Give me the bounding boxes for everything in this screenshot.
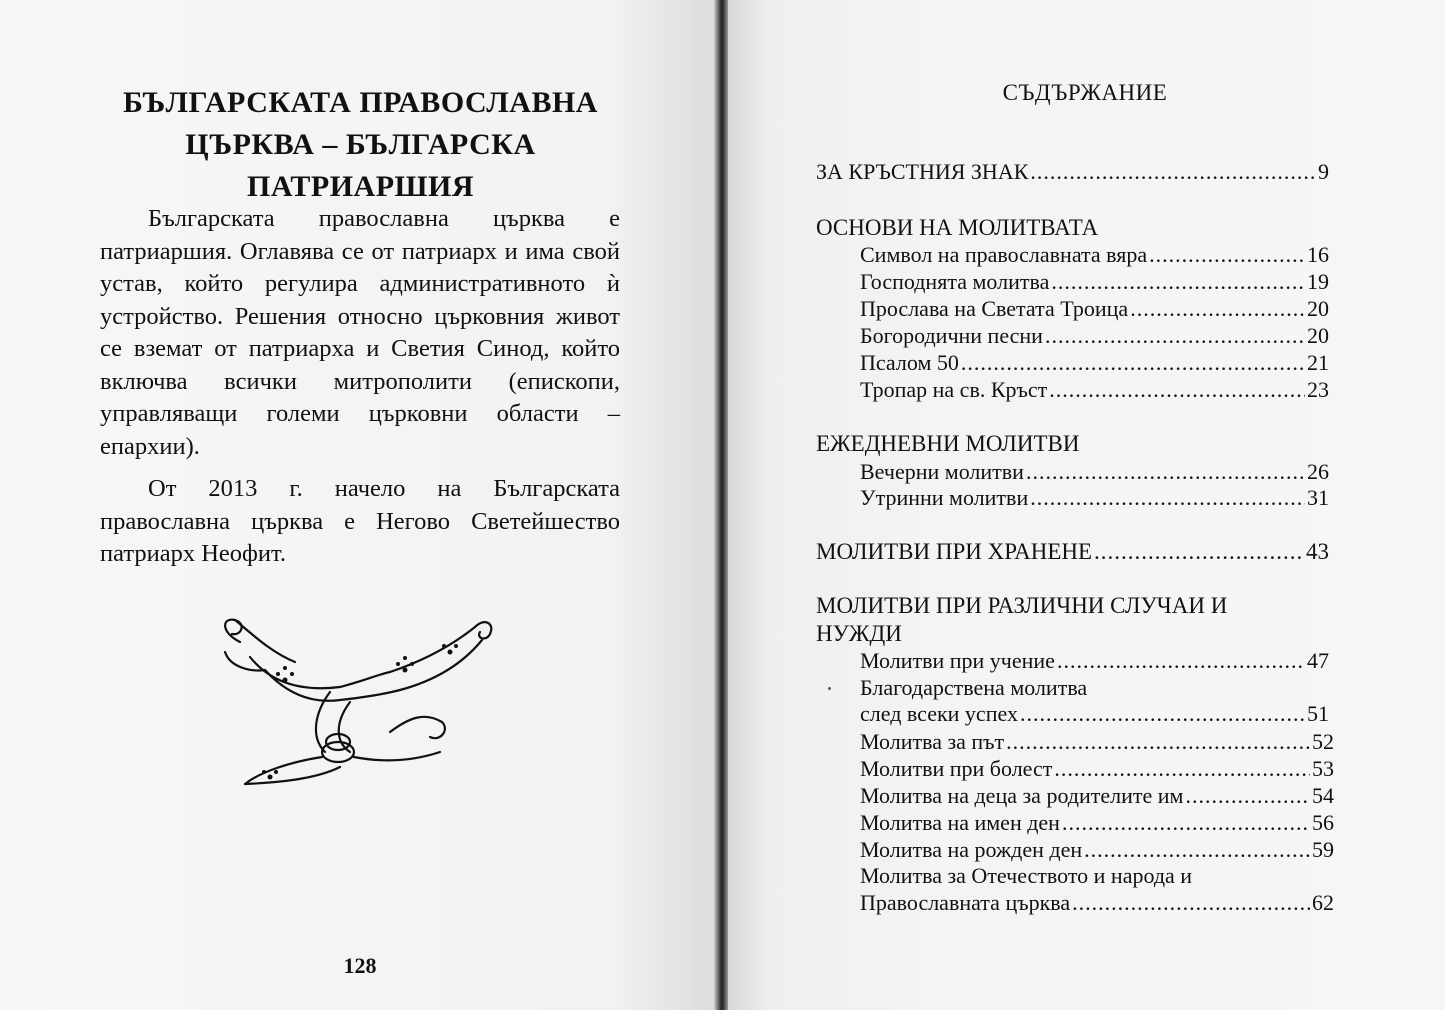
toc-entry-label: след всеки успех: [860, 701, 1018, 726]
toc-entry: [860, 241, 1329, 269]
toc-leader-dots: [1062, 809, 1310, 837]
toc-leader-dots: [1057, 647, 1305, 675]
toc-entry-label: Молитва за Отечеството и народа и: [860, 863, 1193, 888]
toc-entry-label: Символ на православната вяра: [860, 242, 1148, 267]
toc-leader-dots: [1045, 322, 1305, 350]
body-paragraph: Българската православна църква е патриаршия. Оглавява се от патриарх и има свой устав, който регулира административното ѝ устройство. Решения относно църковния живот се вземат от патриарха и Светия Синод, който включва всички митрополити (епископи, управляващи големи църковни области – епархии).: [100, 205, 620, 460]
toc-entry-page: 20: [1307, 323, 1329, 348]
toc-entry-label: Господнята молитва: [860, 269, 1050, 294]
toc-entry: [860, 376, 1329, 404]
page-number: 128: [343, 953, 377, 978]
toc-entry: [816, 538, 1329, 566]
paper-speck: [828, 687, 831, 690]
chapter-title-line: ЦЪРКВА – БЪЛГАРСКА: [185, 128, 536, 161]
toc-entry-page: 19: [1307, 269, 1329, 294]
toc-leader-dots: [1006, 728, 1310, 756]
toc-entry-page: 51: [1307, 701, 1329, 726]
toc-leader-dots: [1149, 241, 1305, 269]
toc-entry-label: Молитва на рожден ден: [860, 837, 1083, 862]
toc-entry-page: 54: [1312, 783, 1334, 808]
toc-entry-page: 53: [1312, 756, 1334, 781]
body-paragraph: От 2013 г. начело на Българската православна църква е Негово Светейшество патриарх Неофит.: [100, 475, 620, 567]
toc-leader-dots: [1094, 538, 1304, 566]
toc-heading: СЪДЪРЖАНИЕ: [1002, 80, 1168, 105]
toc-section-heading: ЕЖЕДНЕВНИ МОЛИТВИ: [816, 431, 1080, 456]
toc-entry: [860, 647, 1329, 675]
toc-entry-label: МОЛИТВИ ПРИ ХРАНЕНЕ: [816, 539, 1093, 564]
toc-entry-label: Молитви при учение: [860, 648, 1055, 673]
toc-entry-label: Вечерни молитви: [860, 459, 1024, 484]
toc-section-heading: МОЛИТВИ ПРИ РАЗЛИЧНИ СЛУЧАИ И: [816, 593, 1228, 618]
toc-entry: [860, 889, 1334, 917]
toc-entry-label: Прослава на Светата Троица: [860, 296, 1129, 321]
toc-entry-page: 20: [1307, 296, 1329, 321]
toc-entry-label: Богородични песни: [860, 323, 1043, 348]
chapter-title-line: БЪЛГАРСКАТА ПРАВОСЛАВНА: [123, 86, 598, 119]
toc-entry: [860, 700, 1329, 728]
toc-entry-page: 9: [1318, 159, 1329, 184]
toc-entry-label: Утринни молитви: [860, 485, 1029, 510]
toc-leader-dots: [1020, 700, 1305, 728]
toc-leader-dots: [1084, 836, 1310, 864]
toc-section-heading: НУЖДИ: [816, 621, 902, 646]
toc-entry-page: 16: [1307, 242, 1329, 267]
toc-leader-dots: [1026, 458, 1305, 486]
toc-entry: [860, 755, 1334, 783]
toc-entry: [860, 782, 1334, 810]
toc-entry: [816, 158, 1329, 186]
toc-leader-dots: [1072, 889, 1310, 917]
toc-leader-dots: [1051, 268, 1305, 296]
chapter-title-line: ПАТРИАРШИЯ: [247, 170, 474, 203]
toc-leader-dots: [1030, 484, 1305, 512]
toc-leader-dots: [1049, 376, 1305, 404]
toc-entry-label: Молитва на деца за родителите им: [860, 783, 1184, 808]
toc-entry-page: 31: [1307, 485, 1329, 510]
toc-entry: [860, 458, 1329, 486]
toc-entry: [860, 836, 1334, 864]
toc-entry-page: 62: [1312, 890, 1334, 915]
toc-leader-dots: [1130, 295, 1305, 323]
toc-leader-dots: [1054, 755, 1310, 783]
chapter-body: [100, 203, 620, 571]
toc-entry-page: 47: [1307, 648, 1329, 673]
toc-entry: [860, 322, 1329, 350]
toc-leader-dots: [1185, 782, 1310, 810]
toc-leader-dots: [961, 349, 1305, 377]
left-page: [0, 0, 716, 1010]
toc-entry-label: ЗА КРЪСТНИЯ ЗНАК: [816, 159, 1029, 184]
toc-entry-label: Православната църква: [860, 890, 1071, 915]
toc-entry-label: Молитви при болест: [860, 756, 1053, 781]
toc-entry: [860, 728, 1334, 756]
toc-entry-page: 23: [1307, 377, 1329, 402]
toc-entry: [860, 268, 1329, 296]
toc-entry: [860, 349, 1329, 377]
toc-entry-label: Псалом 50: [860, 350, 959, 375]
toc-entry-label: Благодарствена молитва: [860, 675, 1088, 700]
toc-entry-page: 43: [1306, 539, 1329, 564]
toc-entry: [860, 809, 1334, 837]
scroll-ornament-icon: [210, 612, 500, 792]
toc-entry-page: 59: [1312, 837, 1334, 862]
toc-entry-page: 26: [1307, 459, 1329, 484]
toc-entry-page: 21: [1307, 350, 1329, 375]
toc-entry-label: Молитва за път: [860, 729, 1005, 754]
toc-leader-dots: [1030, 158, 1316, 186]
toc-entry: [860, 295, 1329, 323]
toc-entry-page: 52: [1312, 729, 1334, 754]
chapter-title: [88, 82, 633, 208]
toc-entry-label: Молитва на имен ден: [860, 810, 1060, 835]
toc-entry-label: Тропар на св. Кръст: [860, 377, 1048, 402]
toc-section-heading: ОСНОВИ НА МОЛИТВАТА: [816, 215, 1099, 240]
toc-entry-page: 56: [1312, 810, 1334, 835]
toc-entry: [860, 484, 1329, 512]
